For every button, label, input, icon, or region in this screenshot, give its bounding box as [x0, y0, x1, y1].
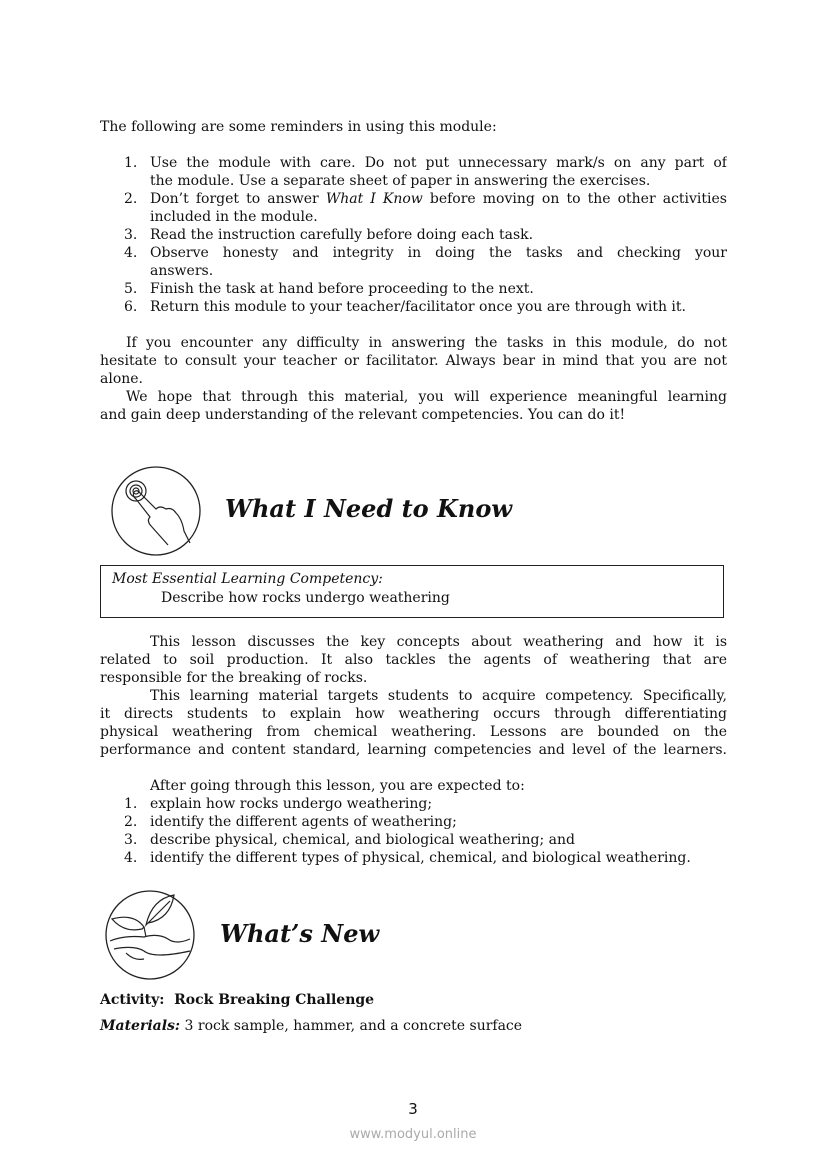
paragraph-line: This lesson discusses the key concepts about weathering and how it is [150, 634, 727, 650]
activity-heading: Activity: Rock Breaking Challenge [100, 992, 375, 1008]
paragraph-line: alone. [100, 371, 144, 387]
list-number: 6. [124, 299, 138, 315]
list-item-text: included in the module. [150, 209, 318, 225]
paragraph-line: We hope that through this material, you will experience meaningful learning [126, 389, 727, 405]
paragraph-line: physical weathering from chemical weathering. Lessons are bounded on the [100, 724, 727, 740]
hand-pointer-icon [110, 465, 202, 557]
materials-line: Materials: 3 rock sample, hammer, and a concrete surface [100, 1018, 523, 1034]
paragraph-line: and gain deep understanding of the relevant competencies. You can do it! [100, 407, 626, 423]
paragraph-line: it directs students to explain how weathering occurs through differentiating [100, 706, 727, 722]
intro-text: The following are some reminders in using this module: [100, 119, 497, 135]
page-number: 3 [408, 1100, 418, 1118]
list-item-text: Observe honesty and integrity in doing the tasks and checking your [150, 245, 727, 261]
list-item-text: Use the module with care. Do not put unnecessary mark/s on any part of [150, 155, 727, 171]
list-item-text: answers. [150, 263, 214, 279]
paragraph-line: responsible for the breaking of rocks. [100, 670, 368, 686]
list-item-text: Return this module to your teacher/facilitator once you are through with it. [150, 299, 686, 315]
list-item-text: the module. Use a separate sheet of paper in answering the exercises. [150, 173, 651, 189]
list-number: 5. [124, 281, 138, 297]
paragraph-line: This learning material targets students to acquire competency. Specifically, [150, 688, 727, 704]
list-item-text: Don’t forget to answer What I Know before moving on to the other activities [150, 191, 727, 207]
list-number: 2. [124, 191, 138, 207]
section-title-what-i-need-to-know: What I Need to Know [225, 494, 513, 523]
hand-plant-icon [104, 889, 196, 981]
list-number: 1. [124, 155, 138, 171]
watermark: www.modyul.online [349, 1127, 477, 1142]
list-number: 2. [124, 814, 138, 830]
competency-box [100, 565, 724, 618]
section-title-whats-new: What’s New [220, 919, 380, 948]
objective-item: identify the different agents of weathering; [150, 814, 457, 830]
paragraph-line: related to soil production. It also tackles the agents of weathering that are [100, 652, 727, 668]
list-number: 1. [124, 796, 138, 812]
paragraph-line: hesitate to consult your teacher or facilitator. Always bear in mind that you are not [100, 353, 727, 369]
list-number: 3. [124, 832, 138, 848]
competency-text: Describe how rocks undergo weathering [161, 590, 450, 606]
list-number: 3. [124, 227, 138, 243]
objective-item: explain how rocks undergo weathering; [150, 796, 433, 812]
paragraph-line: If you encounter any difficulty in answering the tasks in this module, do not [126, 335, 727, 351]
objective-item: identify the different types of physical, chemical, and biological weathering. [150, 850, 691, 866]
list-item-text: Finish the task at hand before proceeding to the next. [150, 281, 534, 297]
objectives-intro: After going through this lesson, you are expected to: [150, 778, 525, 794]
paragraph-line: performance and content standard, learning competencies and level of the learners. [100, 742, 727, 758]
objective-item: describe physical, chemical, and biological weathering; and [150, 832, 576, 848]
list-number: 4. [124, 850, 138, 866]
competency-label: Most Essential Learning Competency: [112, 571, 383, 587]
list-number: 4. [124, 245, 138, 261]
list-item-text: Read the instruction carefully before doing each task. [150, 227, 534, 243]
